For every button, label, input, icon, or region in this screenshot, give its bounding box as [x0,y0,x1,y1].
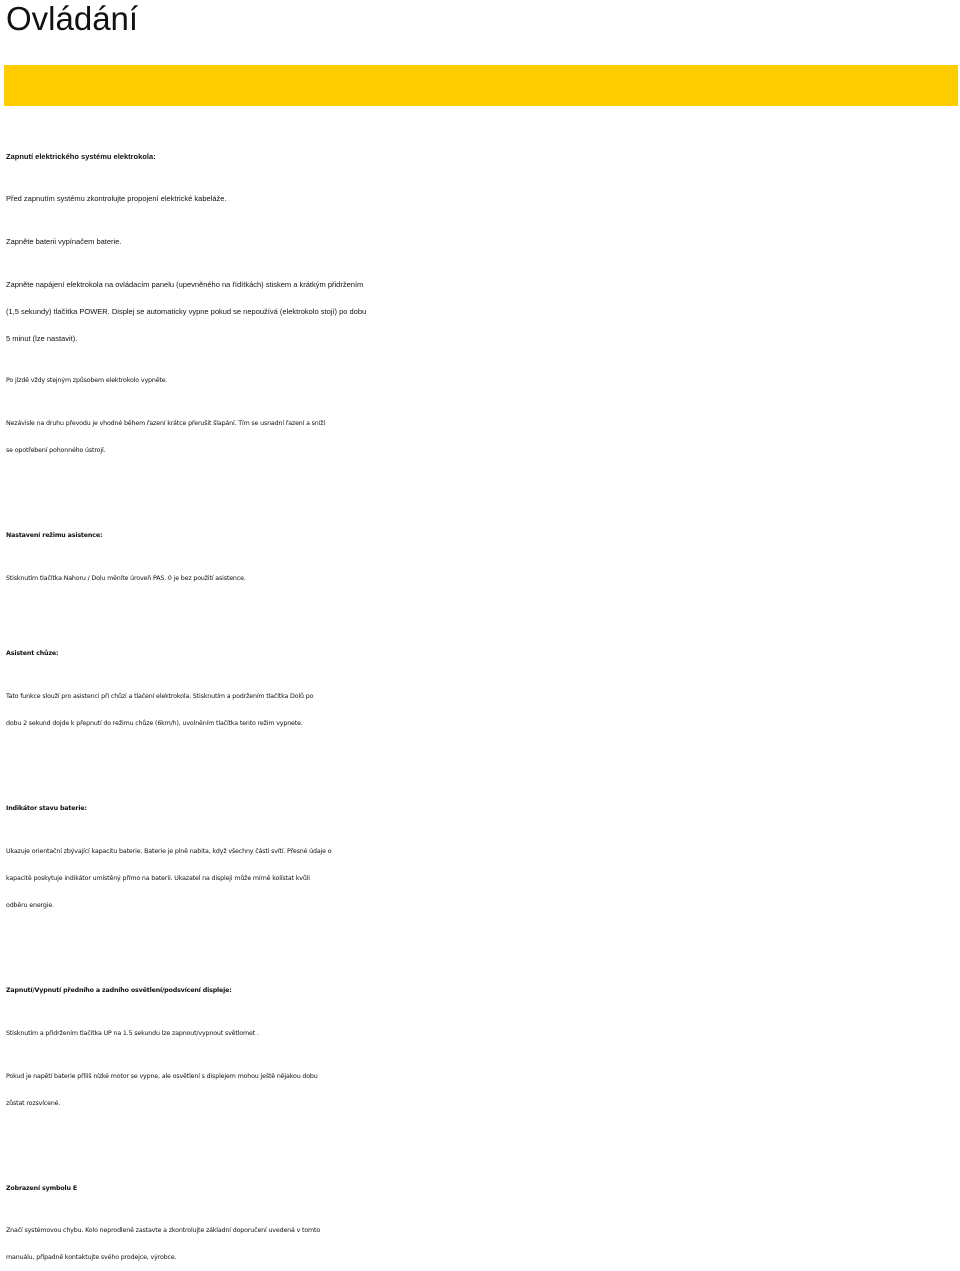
paragraph-line: se opotřebení pohonného ústrojí. [6,447,106,454]
paragraph-line: Zapněte napájení elektrokola na ovládacím panelu (upevněného na řídítkách) stiskem a krátkým přidržením [6,280,364,289]
section-heading-lights: Zapnutí/Vypnutí předního a zadního osvětlení/podsvícení displeje: [6,987,232,994]
page-title: Ovládání [6,0,139,37]
title-accent-bar [4,65,958,106]
paragraph: Před zapnutím systému zkontrolujte propojení elektrické kabeláže. [6,194,227,203]
paragraph: Zapněte baterii vypínačem baterie. [6,237,122,246]
paragraph-line: (1,5 sekundy) tlačítka POWER. Displej se automaticky vypne pokud se nepoužívá (elektrokolo stojí) po dobu [6,307,367,316]
paragraph-line: kapacitě poskytuje indikátor umístěný přímo na baterii. Ukazatel na displeji může mírně kolístat kvůli [6,875,310,882]
section-heading-walk-assist: Asistent chůze: [6,650,59,657]
paragraph-line: Pokud je napětí baterie příliš nízké motor se vypne, ale osvětlení s displejem mohou ještě nějakou dobu [6,1073,318,1080]
paragraph-line: Značí systémovou chybu. Kolo neprodleně zastavte a zkontrolujte základní doporučení uvedená v tomto [6,1227,321,1234]
section-heading-error-symbol: Zobrazení symbolu E [6,1185,78,1192]
paragraph-line: 5 minut (lze nastavit). [6,334,78,343]
paragraph-line: odběru energie. [6,902,54,909]
paragraph-line: Tato funkce slouží pro asistenci při chůzi a tlačení elektrokola. Stisknutím a podržením tlačítka Dolů po [6,693,314,700]
section-heading-assist-mode: Nastavení režimu asistence: [6,532,103,539]
paragraph-line: dobu 2 sekund dojde k přepnutí do režimu chůze (6km/h), uvolněním tlačítka tento režim vypnete. [6,720,303,727]
section-heading-power-on: Zapnutí elektrického systému elektrokola: [6,152,156,161]
section-heading-battery-indicator: Indikátor stavu baterie: [6,805,87,812]
paragraph-line: Ukazuje orientační zbývající kapacitu baterie. Baterie je plně nabita, když všechny části svítí. Přesné údaje o [6,848,332,855]
paragraph-line: Nezávisle na druhu převodu je vhodné během řazení krátce přerušit šlapání. Tím se usnadní řazení a sníží [6,420,325,427]
paragraph: Stisknutím tlačítka Nahoru / Dolu měníte úroveň PAS. 0 je bez použití asistence. [6,575,246,582]
paragraph-line: zůstat rozsvícené. [6,1100,61,1107]
paragraph: Po jízdě vždy stejným způsobem elektrokolo vypněte. [6,377,168,384]
paragraph-line: manuálu, případně kontaktujte svého prodejce, výrobce. [6,1254,177,1261]
paragraph: Stisknutím a přidržením tlačítka UP na 1.5 sekundu lze zapnout/vypnout světlomet . [6,1030,259,1037]
